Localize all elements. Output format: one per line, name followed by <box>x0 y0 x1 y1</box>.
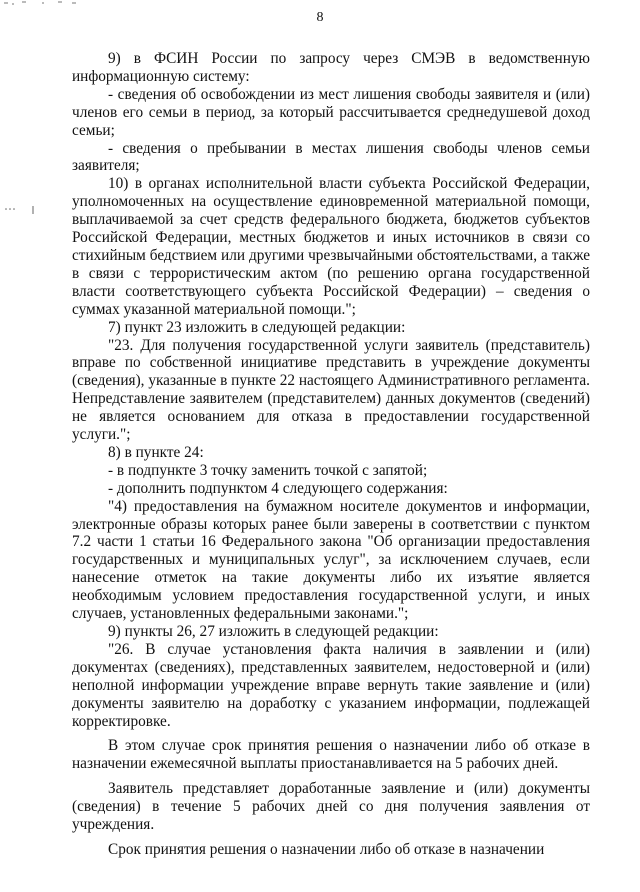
paragraph-point-8: 8) в пункте 24: <box>108 443 204 461</box>
binding-mark-icon <box>3 205 23 213</box>
paragraph-resubmission: Заявитель представляет доработанные заявление и (или) документы (сведения) в течение 5 рабочих дней со дня получения заявления от учреждения. <box>72 780 590 834</box>
paragraph-item-9: 9) в ФСИН России по запросу через СМЭВ в ведомственную информационную систему: <box>72 50 590 85</box>
paragraph-subpoint-3: - в подпункте 3 точку заменить точкой с запятой; <box>108 461 428 479</box>
binding-mark <box>3 205 23 215</box>
paragraph-item-10: 10) в органах исполнительной власти субъекта Российской Федерации, уполномоченных на осуществление единовременной материальной помощи, выплачиваемой за счет средств федерального бюджета, бюджетов субъектов Российской Федерации, местных бюджетов и иных источников в связи со стихийным бедствием или другими чрезвычайными обстоятельствами, а также в связи с террористическим актом (по решению органа государственной власти соответствующего субъекта Российской Федерации) – сведения о суммах указанной материальной помощи."; <box>72 175 590 318</box>
scan-artifact <box>2 0 92 10</box>
document-body <box>72 50 590 859</box>
paragraph-decision-term: Срок принятия решения о назначении либо об отказе в назначении <box>108 840 545 858</box>
scan-noise-icon <box>2 0 92 10</box>
paragraph-release-info: - сведения об освобождении из мест лишения свободы заявителя и (или) членов его семьи в период, за который рассчитывается среднедушевой доход семьи; <box>72 85 590 139</box>
paragraph-clause-23: "23. Для получения государственной услуги заявитель (представитель) вправе по собственной инициативе представить в учреждение документы (сведения), указанные в пункте 22 настоящего Административного регламента. Непредставление заявителем (представителем) данных документов (сведений) не является основанием для отказа в предоставлении государственной услуги."; <box>72 336 590 444</box>
paragraph-suspension: В этом случае срок принятия решения о назначении либо об отказе в назначении ежемесячной выплаты приостанавливается на 5 рабочих дней. <box>72 737 590 773</box>
paragraph-detention-info: - сведения о пребывании в местах лишения свободы членов семьи заявителя; <box>72 139 590 175</box>
paragraph-point-9: 9) пункты 26, 27 изложить в следующей редакции: <box>108 623 439 640</box>
paragraph-subpoint-4-intro: - дополнить подпунктом 4 следующего содержания: <box>108 479 448 497</box>
binding-mark-2 <box>30 205 36 217</box>
page-number: 8 <box>316 10 324 25</box>
paragraph-point-7: 7) пункт 23 изложить в следующей редакции: <box>108 318 406 336</box>
paragraph-subpoint-4: "4) предоставления на бумажном носителе документов и информации, электронные образы которых ранее были заверены в соответствии с пунктом 7.2 части 1 статьи 16 Федерального закона "Об организации предоставления государственных и муниципальных услуг", за исключением случаев, если нанесение отметок на такие документы либо их изъятие является необходимым условием предоставления государственной услуги, и иных случаев, установленных федеральными законами."; <box>72 497 590 623</box>
paragraph-clause-26: "26. В случае установления факта наличия в заявлении и (или) документах (сведениях), представленных заявителем, недостоверной и (или) неполной информации учреждение вправе вернуть такие заявление и (или) документы заявителю на доработку с указанием информации, подлежащей корректировке. <box>72 640 590 730</box>
binding-tick-icon <box>30 205 36 215</box>
